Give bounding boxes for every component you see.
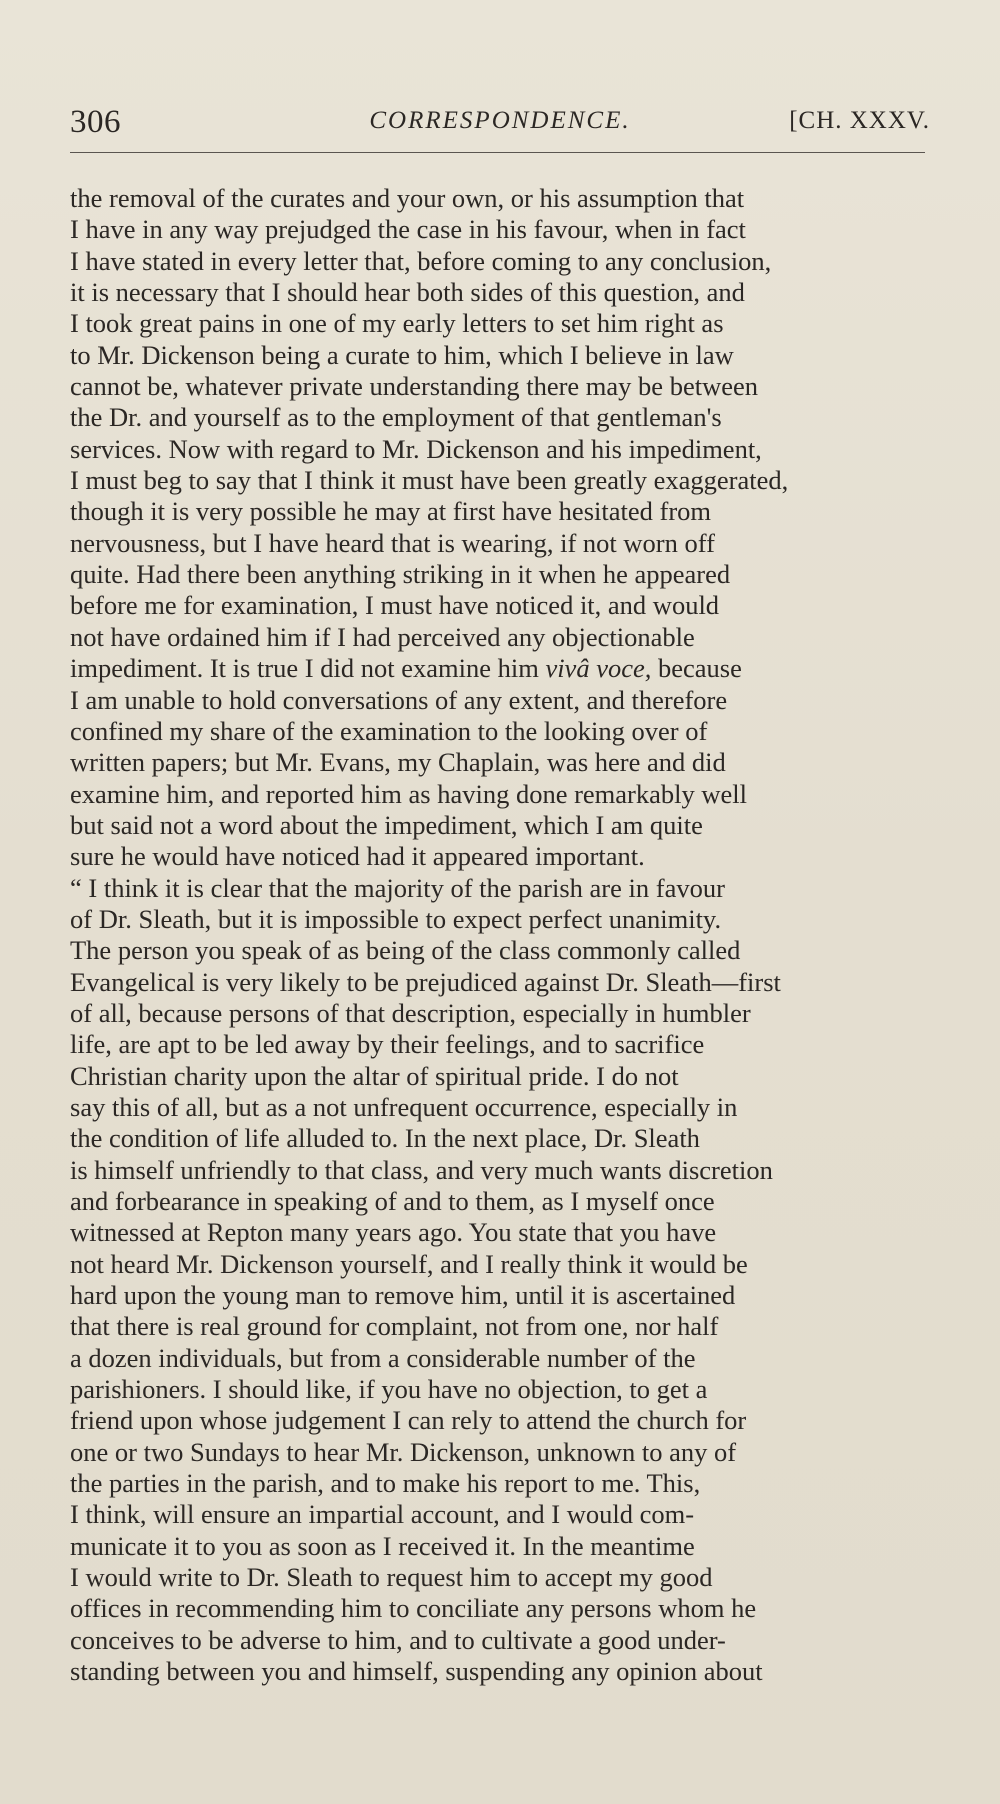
text-line: I would write to Dr. Sleath to request him to accept my good	[70, 1562, 713, 1593]
running-title: CORRESPONDENCE.	[369, 107, 631, 134]
text-line: Christian charity upon the altar of spiritual pride. I do not	[70, 1060, 679, 1091]
text-line: it is necessary that I should hear both sides of this question, and	[70, 277, 745, 308]
text-line: cannot be, whatever private understanding there may be between	[70, 371, 758, 402]
text-line: say this of all, but as a not unfrequent occurrence, especially in	[70, 1091, 738, 1122]
text-line: the condition of life alluded to. In the next place, Dr. Sleath	[70, 1123, 700, 1154]
text-line: witnessed at Repton many years ago. You state that you have	[70, 1217, 717, 1248]
text-line: the Dr. and yourself as to the employment of that gentleman's	[70, 402, 722, 433]
text-line: a dozen individuals, but from a considerable number of the	[70, 1342, 696, 1373]
text-segment: because	[658, 653, 742, 684]
text-line: hard upon the young man to remove him, until it is ascertained	[70, 1280, 736, 1311]
text-line: I have in any way prejudged the case in his favour, when in fact	[70, 214, 746, 245]
text-line: the parties in the parish, and to make his report to me. This,	[70, 1468, 701, 1499]
text-line: to Mr. Dickenson being a curate to him, which I believe in law	[70, 339, 734, 370]
text-line: I am unable to hold conversations of any extent, and therefore	[70, 684, 728, 715]
text-line: but said not a word about the impediment, which I am quite	[70, 809, 703, 840]
text-line: standing between you and himself, suspending any opinion about	[70, 1656, 763, 1687]
text-line: sure he would have noticed had it appeared important.	[70, 841, 645, 872]
text-line: life, are apt to be led away by their feelings, and to sacrifice	[70, 1029, 705, 1060]
text-line: examine him, and reported him as having done remarkably well	[70, 778, 748, 809]
page-header	[70, 104, 930, 144]
text-line-italic-phrase	[70, 653, 940, 684]
text-line: written papers; but Mr. Evans, my Chaplain, was here and did	[70, 747, 726, 778]
text-line: The person you speak of as being of the class commonly called	[70, 935, 741, 966]
text-line: and forbearance in speaking of and to them, as I myself once	[70, 1186, 715, 1216]
text-line: though it is very possible he may at first have hesitated from	[70, 496, 712, 527]
italic-phrase: vivâ voce,	[545, 653, 652, 684]
text-segment: impediment. It is true I did not examine him	[70, 653, 539, 684]
text-line: one or two Sundays to hear Mr. Dickenson, unknown to any of	[70, 1436, 737, 1467]
text-line: conceives to be adverse to him, and to cultivate a good under-	[70, 1624, 726, 1655]
text-line: before me for examination, I must have noticed it, and would	[70, 590, 720, 621]
text-line: that there is real ground for complaint, not from one, nor half	[70, 1311, 719, 1342]
page-number: 306	[70, 104, 121, 140]
text-line: not have ordained him if I had perceived any objectionable	[70, 621, 695, 652]
text-line: of all, because persons of that description, especially in humbler	[70, 997, 751, 1028]
text-line: friend upon whose judgement I can rely to attend the church for	[70, 1405, 747, 1436]
header-rule	[70, 152, 925, 153]
text-line: is himself unfriendly to that class, and very much wants discretion	[70, 1154, 773, 1185]
text-line: of Dr. Sleath, but it is impossible to expect perfect unanimity.	[70, 903, 722, 934]
text-line: Evangelical is very likely to be prejudiced against Dr. Sleath—first	[70, 966, 781, 997]
text-line: nervousness, but I have heard that is wearing, if not worn off	[70, 527, 715, 558]
text-line: quite. Had there been anything striking in it when he appeared	[70, 559, 731, 590]
text-line: I think, will ensure an impartial account, and I would com-	[70, 1499, 695, 1530]
text-line: I must beg to say that I think it must have been greatly exaggerated,	[70, 465, 789, 496]
text-line: parishioners. I should like, if you have no objection, to get a	[70, 1374, 708, 1405]
text-line: I have stated in every letter that, before coming to any conclusion,	[70, 245, 772, 276]
text-line: “ I think it is clear that the majority of the parish are in favour	[70, 872, 725, 903]
text-line: services. Now with regard to Mr. Dickenson and his impediment,	[70, 433, 762, 464]
text-line: not heard Mr. Dickenson yourself, and I really think it would be	[70, 1248, 748, 1279]
text-line: I took great pains in one of my early letters to set him right as	[70, 308, 724, 339]
text-line: offices in recommending him to conciliate any persons whom he	[70, 1593, 757, 1624]
text-line: confined my share of the examination to the looking over of	[70, 715, 708, 746]
text-line: the removal of the curates and your own, or his assumption that	[70, 183, 745, 213]
body-text	[70, 183, 940, 1688]
chapter-label: [CH. XXXV.	[789, 107, 930, 134]
text-line: municate it to you as soon as I received it. In the meantime	[70, 1530, 695, 1561]
